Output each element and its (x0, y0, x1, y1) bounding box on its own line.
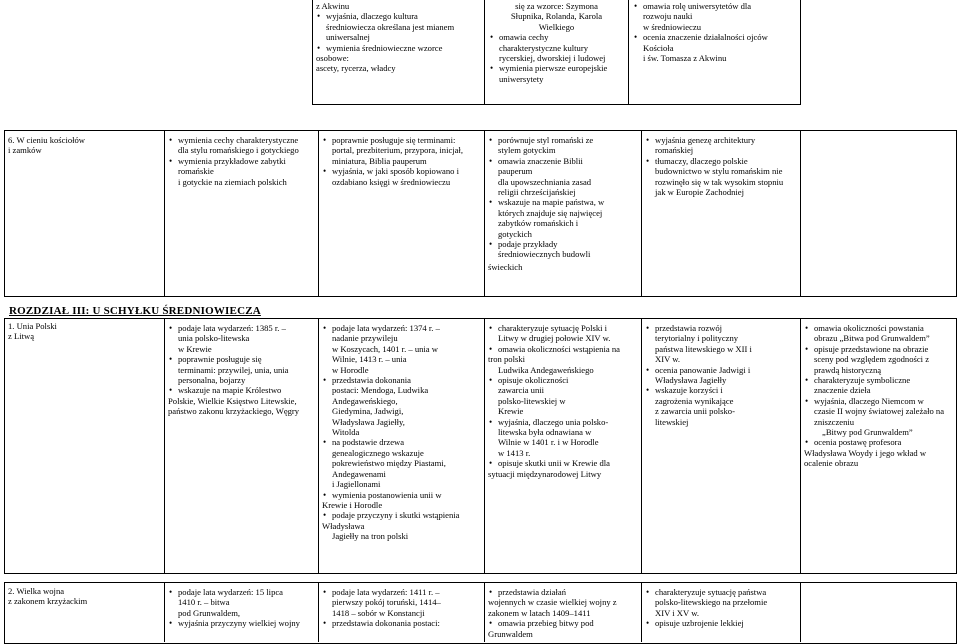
text-line: Jagiełły na tron polski (332, 531, 409, 542)
bullet-item: • ocenia panowanie Jadwigi i Władysława Jagiełły (645, 365, 796, 386)
text-line: sytuacji międzynarodowej Litwy (488, 468, 602, 479)
text-line: wojennych w czasie wielkiej wojny z (488, 597, 617, 608)
text-line: Polskie, Wielkie Księstwo Litewskie, (168, 395, 297, 406)
topic-title: 6. W cieniu kościołów (8, 135, 86, 145)
bullet-item: • podaje przykłady średniowiecznych budowli (488, 239, 637, 260)
bullet-item: • wskazuje na mapie Królestwo (168, 385, 314, 395)
text-line: świeckich (488, 261, 523, 272)
topic-cell-1 (5, 320, 163, 342)
bullet-item: • podaje przyczyny i skutki wstąpienia (322, 510, 480, 520)
divider (484, 0, 485, 104)
s1-col-2 (319, 322, 483, 542)
bullet-item: • podaje lata wydarzeń: 1374 r. – nadanie przywileju w Koszycach, 1401 r. – unia w Wilnie, 1413 r. – unia w Horodle (322, 323, 480, 375)
bullet-item: • podaje lata wydarzeń: 15 lipca 1410 r. – bitwa pod Grunwaldem, (168, 587, 314, 618)
text-line: państwo zakonu krzyżackiego, Węgry (168, 406, 300, 417)
bullet-item: • opisuje skutki unii w Krewie dla (488, 458, 637, 468)
bullet-item: • omawia cechy charakterystyczne kultury rycerskiej, dworskiej i ludowej (489, 32, 624, 63)
bullet-item: • wyjaśnia genezę architektury romańskiej (645, 135, 796, 156)
text-line: Władysława (322, 520, 365, 531)
topic-title: i zamków (8, 145, 42, 156)
bullet-item: • opisuje okoliczności zawarcia unii polsko-litewskiej w Krewie (488, 375, 637, 417)
bullet-item: • wskazuje na mapie państwa, w których znajduje się najwięcej zabytków romańskich i gotyckich (488, 197, 637, 239)
bullet-item: • wymienia przykładowe zabytki romańskie i gotyckie na ziemiach polskich (168, 156, 314, 187)
text-line: Grunwaldem (488, 628, 533, 639)
text-line: tron polski (488, 354, 526, 365)
bullet-item: • przedstawia rozwój terytorialny i polityczny państwa litewskiego w XII i XIV w. (645, 323, 796, 365)
s2-col-2 (319, 586, 483, 629)
topic-title: z Litwą (8, 331, 35, 342)
bullet-item: • wymienia średniowieczne wzorce (316, 43, 480, 53)
text-line: się za wzorce: Szymona (515, 1, 598, 11)
bullet-item: • podaje lata wydarzeń: 1411 r. – pierwszy pokój toruński, 1414– 1418 – sobór w Konstancji (322, 587, 480, 618)
bullet-item: • ocenia znaczenie działalności ojców Kościoła i św. Tomasza z Akwinu (633, 32, 797, 63)
text-line: osobowe: (316, 53, 349, 64)
bullet-item: • wymienia postanowienia unii w (322, 490, 480, 500)
bullet-item: • wskazuje korzyści i zagrożenia wynikające z zawarcia unii polsko- litewskiej (645, 385, 796, 427)
bullet-item: • wyjaśnia przyczyny wielkiej wojny (168, 618, 314, 628)
bullet-item: • porównuje styl romański ze stylem gotyckim (488, 135, 637, 156)
s2-col-4 (642, 586, 799, 629)
text-line: ocalenie obrazu (804, 458, 859, 469)
divider (800, 583, 801, 642)
bullet-item: • poprawnie posługuje się terminami: przywilej, unia, unia personalna, bojarzy (168, 354, 314, 385)
bullet-item: • charakteryzuje symboliczne znaczenie dzieła (804, 375, 954, 396)
text-line: ascety, rycerza, władcy (316, 63, 396, 74)
bullet-item: • opisuje uzbrojenie lekkiej (645, 618, 796, 628)
bullet-item: • poprawnie posługuje się terminami: portal, prezbiterium, przypora, inicjał, miniatura, Biblia pauperum (322, 135, 480, 166)
divider (628, 0, 629, 104)
text-line: Słupnika, Rolanda, Karola (510, 11, 603, 22)
s1-col-5 (801, 322, 957, 469)
s2-col-1 (165, 586, 317, 629)
bullet-item: • tłumaczy, dlaczego polskie budownictwo w stylu romańskim nie rozwinęło się w tak wysokim stopniu jak w Europie Zachodniej (645, 156, 796, 198)
bullet-item: • wyjaśnia, w jaki sposób kopiowano i ozdabiano księgi w średniowieczu (322, 166, 480, 187)
s1-col-3 (485, 322, 640, 479)
bullet-item: • przedstawia dokonania postaci: (322, 618, 480, 628)
bullet-item: • omawia przebieg bitwy pod (488, 618, 637, 628)
bullet-item: • omawia rolę uniwersytetów dla rozwoju nauki w średniowieczu (633, 1, 797, 32)
cont-col-1 (313, 0, 483, 74)
text-line: zakonem w latach 1409–1411 (488, 607, 591, 618)
bullet-item: • wyjaśnia, dlaczego kultura średniowiecza określana jest mianem uniwersalnej (316, 11, 480, 42)
s6-col-1 (165, 134, 317, 187)
topic-title: z zakonem krzyżackim (8, 596, 88, 607)
bullet-item: • podaje lata wydarzeń: 1385 r. – unia polsko-litewska w Krewie (168, 323, 314, 354)
bullet-item: • przedstawia dokonania postaci: Mendoga, Ludwika Andegaweńskiego, Giedymina, Jadwigi, Władysława Jagiełły, Witolda (322, 375, 480, 437)
bullet-item: • omawia okoliczności powstania obrazu „Bitwa pod Grunwaldem” (804, 323, 954, 344)
s1-col-4 (642, 322, 799, 427)
topic-title: 2. Wielka wojna (8, 586, 65, 596)
s6-col-3 (485, 134, 640, 272)
bullet-item: • na podstawie drzewa genealogicznego wskazuje pokrewieństwo między Piastami, Andegawenami i Jagiellonami (322, 437, 480, 489)
text-line: Ludwika Andegaweńskiego (498, 364, 594, 375)
text-line: Wielkiego (538, 21, 575, 32)
topic-cell-2 (5, 585, 163, 607)
s6-col-4 (642, 134, 799, 197)
bullet-item: • opisuje przedstawione na obrazie sceny pod względem zgodności z prawdą historyczną (804, 344, 954, 375)
topic-cell-6 (5, 134, 163, 156)
chapter-heading: ROZDZIAŁ III: U SCHYŁKU ŚREDNIOWIECZA (9, 305, 261, 317)
divider (800, 131, 801, 296)
bullet-item: • wymienia pierwsze europejskie uniwersytety (489, 63, 624, 84)
text-line: Krewie i Horodle (322, 499, 383, 510)
s2-col-5 (801, 586, 957, 587)
topic-title: 1. Unia Polski (8, 321, 57, 331)
bullet-item: • omawia okoliczności wstąpienia na (488, 344, 637, 354)
bullet-item: • wyjaśnia, dlaczego unia polsko- litewska była odnawiana w Wilnie w 1401 r. i w Horodle w 1413 r. (488, 417, 637, 459)
bullet-item: • wymienia cechy charakterystyczne dla stylu romańskiego i gotyckiego (168, 135, 314, 156)
s2-col-3 (485, 586, 640, 639)
text-line: Władysława Woydy i jego wkład w (804, 447, 927, 458)
cont-col-2 (486, 0, 627, 84)
bullet-item: • omawia znaczenie Biblii pauperum dla upowszechniania zasad religii chrześcijańskiej (488, 156, 637, 198)
bullet-item: • wyjaśnia, dlaczego Niemcom w czasie II wojny światowej zależało na zniszczeniu „Bitwy pod Grunwaldem” (804, 396, 954, 438)
bullet-item: • charakteryzuje sytuację państwa polsko-litewskiego na przełomie XIV i XV w. (645, 587, 796, 618)
cont-col-3 (630, 0, 800, 63)
bullet-item: • charakteryzuje sytuację Polski i Litwy w drugiej połowie XIV w. (488, 323, 637, 344)
bullet-item: • ocenia postawę profesora (804, 437, 954, 447)
text-line: z Akwinu (316, 1, 350, 11)
s6-col-2 (319, 134, 483, 187)
bullet-item: • przedstawia działań (488, 587, 637, 597)
s1-col-1 (165, 322, 317, 417)
